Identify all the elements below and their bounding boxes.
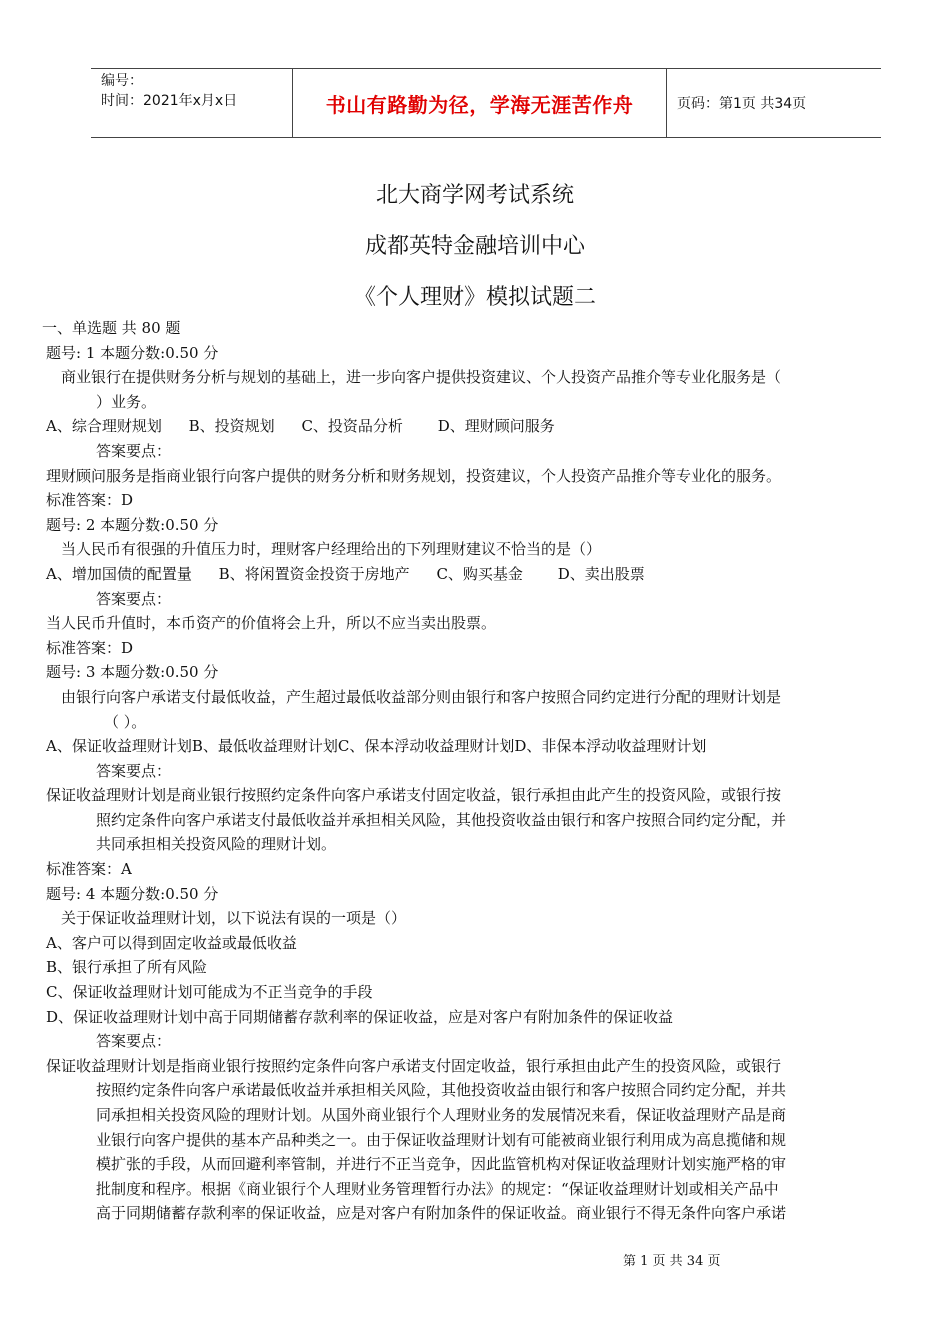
option-d: D、保证收益理财计划中高于同期储蓄存款利率的保证收益，应是对客户有附加条件的保证收益 [46, 1007, 674, 1026]
question-stem: 由银行向客户承诺支付最低收益，产生超过最低收益部分则由银行和客户按照合同约定进行分配的理财计划是 [61, 687, 782, 706]
option-a: A、客户可以得到固定收益或最低收益 [46, 933, 297, 952]
standard-answer: 标准答案：D [46, 491, 134, 510]
explanation-line: 模扩张的手段，从而回避利率管制，并进行不正当竞争，因此监管机构对保证收益理财计划实施严格的审 [96, 1155, 787, 1174]
question-meta: 题号: 4 本题分数:0.50 分 [46, 884, 219, 903]
explanation: 当人民币升值时，本币资产的价值将会上升，所以不应当卖出股票。 [46, 614, 497, 633]
question-meta: 题号: 2 本题分数:0.50 分 [46, 515, 219, 534]
explanation-line: 共同承担相关投资风险的理财计划。 [96, 835, 337, 854]
question-options [46, 734, 868, 759]
explanation-line: 保证收益理财计划是商业银行按照约定条件向客户承诺支付固定收益，银行承担由此产生的投资风险，或银行按 [46, 786, 782, 805]
standard-answer: 标准答案：D [46, 638, 134, 657]
option-b: B、投资规划 [188, 417, 275, 436]
header-meta [101, 71, 291, 111]
explanation: 理财顾问服务是指商业银行向客户提供的财务分析和财务规划，投资建议，个人投资产品推介等专业化的服务。 [46, 466, 782, 485]
option-d: D、非保本浮动收益理财计划 [514, 737, 707, 756]
standard-answer: 标准答案：A [46, 860, 132, 879]
header-page-info: 页码：第1页 共34页 [677, 96, 807, 112]
option-d: D、卖出股票 [557, 564, 645, 583]
answer-points-label: 答案要点： [96, 1032, 172, 1051]
question-stem: 关于保证收益理财计划，以下说法有误的一项是（） [61, 909, 407, 928]
explanation-line: 批制度和程序。根据《商业银行个人理财业务管理暂行办法》的规定：“保证收益理财计划或相关产品中 [96, 1179, 779, 1198]
answer-points-label: 答案要点： [96, 589, 172, 608]
answer-points-label: 答案要点： [96, 441, 172, 460]
explanation-line: 照约定条件向客户承诺支付最低收益并承担相关风险，其他投资收益由银行和客户按照合同约定分配，并 [96, 810, 787, 829]
explanation-line: 按照约定条件向客户承诺最低收益并承担相关风险，其他投资收益由银行和客户按照合同约定分配，并共 [96, 1081, 787, 1100]
option-a: A、保证收益理财计划 [46, 737, 192, 756]
question-stem-cont: （ ）。 [104, 712, 147, 731]
option-d: D、理财顾问服务 [437, 417, 555, 436]
explanation-line: 高于同期储蓄存款利率的保证收益，应是对客户有附加条件的保证收益。商业银行不得无条件向客户承诺 [96, 1204, 787, 1223]
question-meta: 题号: 1 本题分数:0.50 分 [46, 343, 219, 362]
explanation-line: 保证收益理财计划是指商业银行按照约定条件向客户承诺支付固定收益，银行承担由此产生的投资风险，或银行 [46, 1056, 782, 1075]
title-exam: 《个人理财》模拟试题二 [353, 285, 596, 310]
option-b: B、最低收益理财计划 [191, 737, 338, 756]
section-heading: 一、单选题 共 80 题 [42, 319, 181, 337]
question-stem-cont: ）业务。 [96, 392, 157, 411]
question-options [46, 562, 868, 587]
option-c: C、投资品分析 [301, 417, 403, 436]
title-center: 成都英特金融培训中心 [364, 234, 585, 259]
question-stem: 商业银行在提供财务分析与规划的基础上，进一步向客户提供投资建议、个人投资产品推介等专业化服务是（ [61, 368, 782, 387]
explanation-line: 同承担相关投资风险的理财计划。从国外商业银行个人理财业务的发展情况来看，保证收益理财产品是商 [96, 1106, 787, 1124]
header-motto: 书山有路勤为径，学海无涯苦作舟 [325, 92, 634, 117]
question-stem: 当人民币有很强的升值压力时，理财客户经理给出的下列理财建议不恰当的是（） [61, 540, 602, 559]
option-c: C、购买基金 [436, 564, 523, 583]
document-header [91, 68, 881, 138]
title-system: 北大商学网考试系统 [375, 183, 574, 208]
explanation-line: 业银行向客户提供的基本产品种类之一。由于保证收益理财计划有可能被商业银行利用成为高息揽储和规 [96, 1130, 787, 1149]
number-label: 编号： [101, 73, 143, 89]
answer-points-label: 答案要点： [96, 761, 172, 780]
option-c: C、保本浮动收益理财计划 [337, 737, 515, 756]
exam-content [42, 316, 868, 1226]
option-a: A、增加国债的配置量 [46, 564, 192, 583]
question-options [46, 414, 868, 439]
header-divider [666, 69, 667, 137]
question-meta: 题号: 3 本题分数:0.50 分 [46, 663, 219, 682]
option-b: B、银行承担了所有风险 [46, 958, 208, 977]
option-c: C、保证收益理财计划可能成为不正当竞争的手段 [46, 983, 373, 1002]
option-b: B、将闲置资金投资于房地产 [218, 564, 410, 583]
time-label: 时间：2021年x月x日 [101, 93, 238, 109]
page-footer: 第 1 页 共 34 页 [623, 1254, 721, 1269]
option-a: A、综合理财规划 [46, 417, 162, 436]
